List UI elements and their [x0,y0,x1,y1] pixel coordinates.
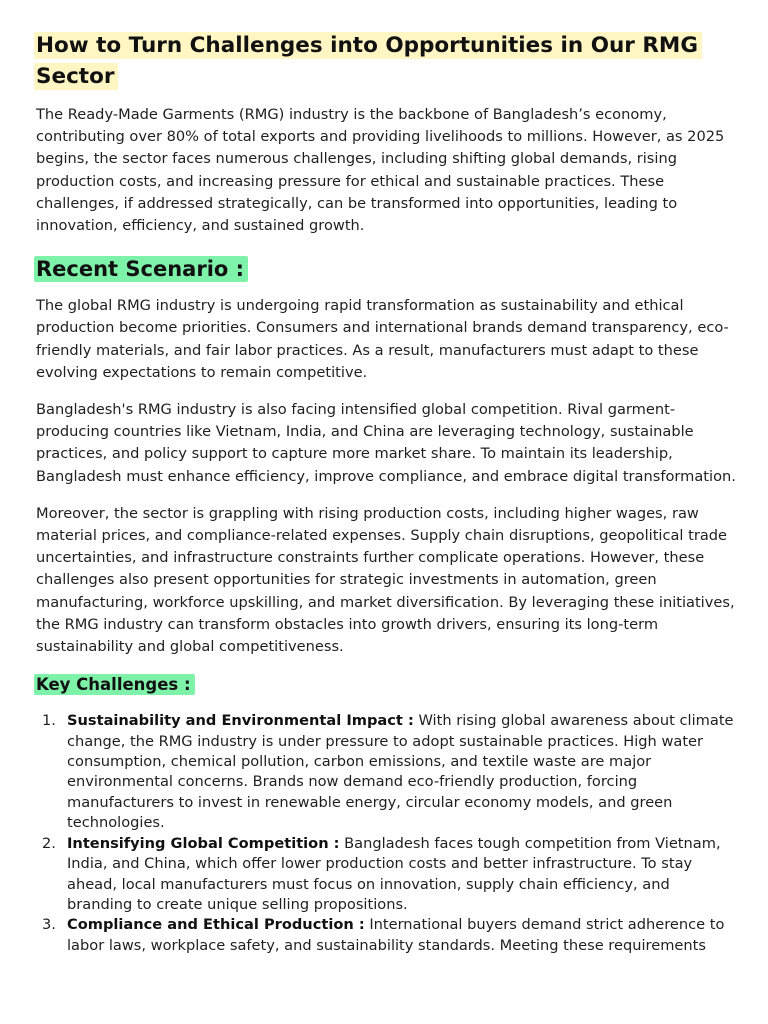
list-item-text: With rising global awareness about climate change, the RMG industry is under pressure to adopt sustainable practices. High water consumption, chemical pollution, carbon emissions, and textile waste are major environmental concerns. Brands now demand eco-friendly production, forcing manufacturers to invest in renewable energy, circular economy models, and green technologies. [67,712,734,832]
list-item-term: Compliance and Ethical Production : [67,916,365,934]
list-item-text: International buyers demand strict adherence to labor laws, workplace safety, and sustainability standards. Meeting these requirements [67,916,725,954]
list-item-number: 1. [42,712,56,730]
intro-paragraph: The Ready-Made Garments (RMG) industry is the backbone of Bangladesh’s economy, contributing over 80% of total exports and providing livelihoods to millions. However, as 2025 begins, the sector faces numerous challenges, including shifting global demands, rising production costs, and increasing pressure for ethical and sustainable practices. These challenges, if addressed strategically, can be transformed into opportunities, leading to innovation, efficiency, and sustained growth. [36,106,725,235]
recent-scenario-heading-text: Recent Scenario : [34,256,248,282]
key-challenges-heading-text: Key Challenges : [34,674,195,695]
recent-scenario-heading [34,254,736,284]
list-item-term: Intensifying Global Competition : [67,834,340,852]
scenario-paragraph-2: Bangladesh's RMG industry is also facing intensified global competition. Rival garment-producing countries like Vietnam, India, and China are leveraging technology, sustainable practices, and policy support to capture more market share. To maintain its leadership, Bangladesh must enhance efficiency, improve compliance, and embrace digital transformation. [36,401,736,485]
key-challenges-list [36,711,736,956]
list-item-number: 3. [42,916,56,934]
list-item-number: 2. [42,834,56,852]
list-item [36,711,736,833]
key-challenges-heading [34,673,736,697]
page-title [34,30,736,92]
list-item [36,915,736,956]
list-item [36,834,736,916]
list-item-text: Bangladesh faces tough competition from Vietnam, India, and China, which offer lower production costs and better infrastructure. To stay ahead, local manufacturers must focus on innovation, supply chain efficiency, and branding to create unique selling propositions. [67,834,721,913]
page-title-text: How to Turn Challenges into Opportunities in Our RMG Sector [34,32,702,90]
scenario-paragraph-3: Moreover, the sector is grappling with rising production costs, including higher wages, raw material prices, and compliance-related expenses. Supply chain disruptions, geopolitical trade uncertainties, and infrastructure constraints further complicate operations. However, these challenges also present opportunities for strategic investments in automation, green manufacturing, workforce upskilling, and market diversification. By leveraging these initiatives, the RMG industry can transform obstacles into growth drivers, ensuring its long-term sustainability and global competitiveness. [36,504,735,656]
scenario-paragraph-1: The global RMG industry is undergoing rapid transformation as sustainability and ethical production become priorities. Consumers and international brands demand transparency, eco-friendly materials, and fair labor practices. As a result, manufacturers must adapt to these evolving expectations to remain competitive. [36,297,729,381]
list-item-term: Sustainability and Environmental Impact : [67,712,414,730]
article [36,30,736,956]
